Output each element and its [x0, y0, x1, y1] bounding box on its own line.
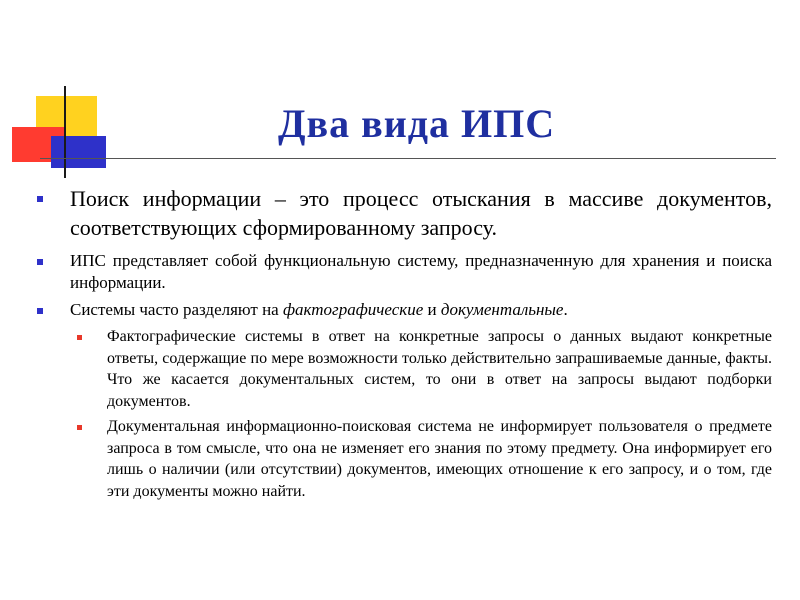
square-bullet-icon [77, 335, 82, 340]
bullet-text: Поиск информации – это процесс отыскания в массиве документов, соответствующих сформированному запросу. [70, 186, 772, 240]
bullet-item [70, 250, 772, 294]
sub-bullet-text: Документальная информационно-поисковая система не информирует пользователя о предмете запроса в том смысле, что она не изменяет его знания по этому предмету. Она информирует его лишь о наличии (или отсутствии) документов, имеющих отношение к его запросу, и о том, где эти документы можно найти. [107, 418, 772, 501]
square-bullet-icon [37, 196, 43, 202]
bullet-text: ИПС представляет собой функциональную систему, предназначенную для хранения и поиска информации. [70, 251, 772, 292]
square-bullet-icon [37, 308, 43, 314]
sub-bullet-text: Фактографические системы в ответ на конкретные запросы о данных выдают конкретные ответы, содержащие по мере возможности только действительно запрашиваемые данные, факты. Что же касается документальных систем, то они в ответ на запросы выдают подборки документов. [107, 328, 772, 411]
bullet-text-before: Системы часто разделяют на [70, 300, 283, 319]
logo-blue-square [51, 136, 106, 168]
sub-bullet-item [107, 326, 772, 413]
bullet-term-factographic: фактографические [282, 300, 424, 319]
bullet-term-documentary: документальные [440, 300, 564, 319]
logo-vertical-line [64, 86, 66, 178]
bullet-item [70, 299, 772, 321]
title-divider [40, 158, 776, 159]
bullet-item [70, 184, 772, 242]
sub-bullet-item [107, 416, 772, 503]
square-bullet-icon [37, 259, 43, 265]
slide-title: Два вида ИПС [278, 101, 556, 146]
square-bullet-icon [77, 425, 82, 430]
decorative-logo [0, 0, 160, 180]
bullet-text-middle: и [423, 300, 441, 319]
bullet-text-after: . [563, 300, 568, 319]
